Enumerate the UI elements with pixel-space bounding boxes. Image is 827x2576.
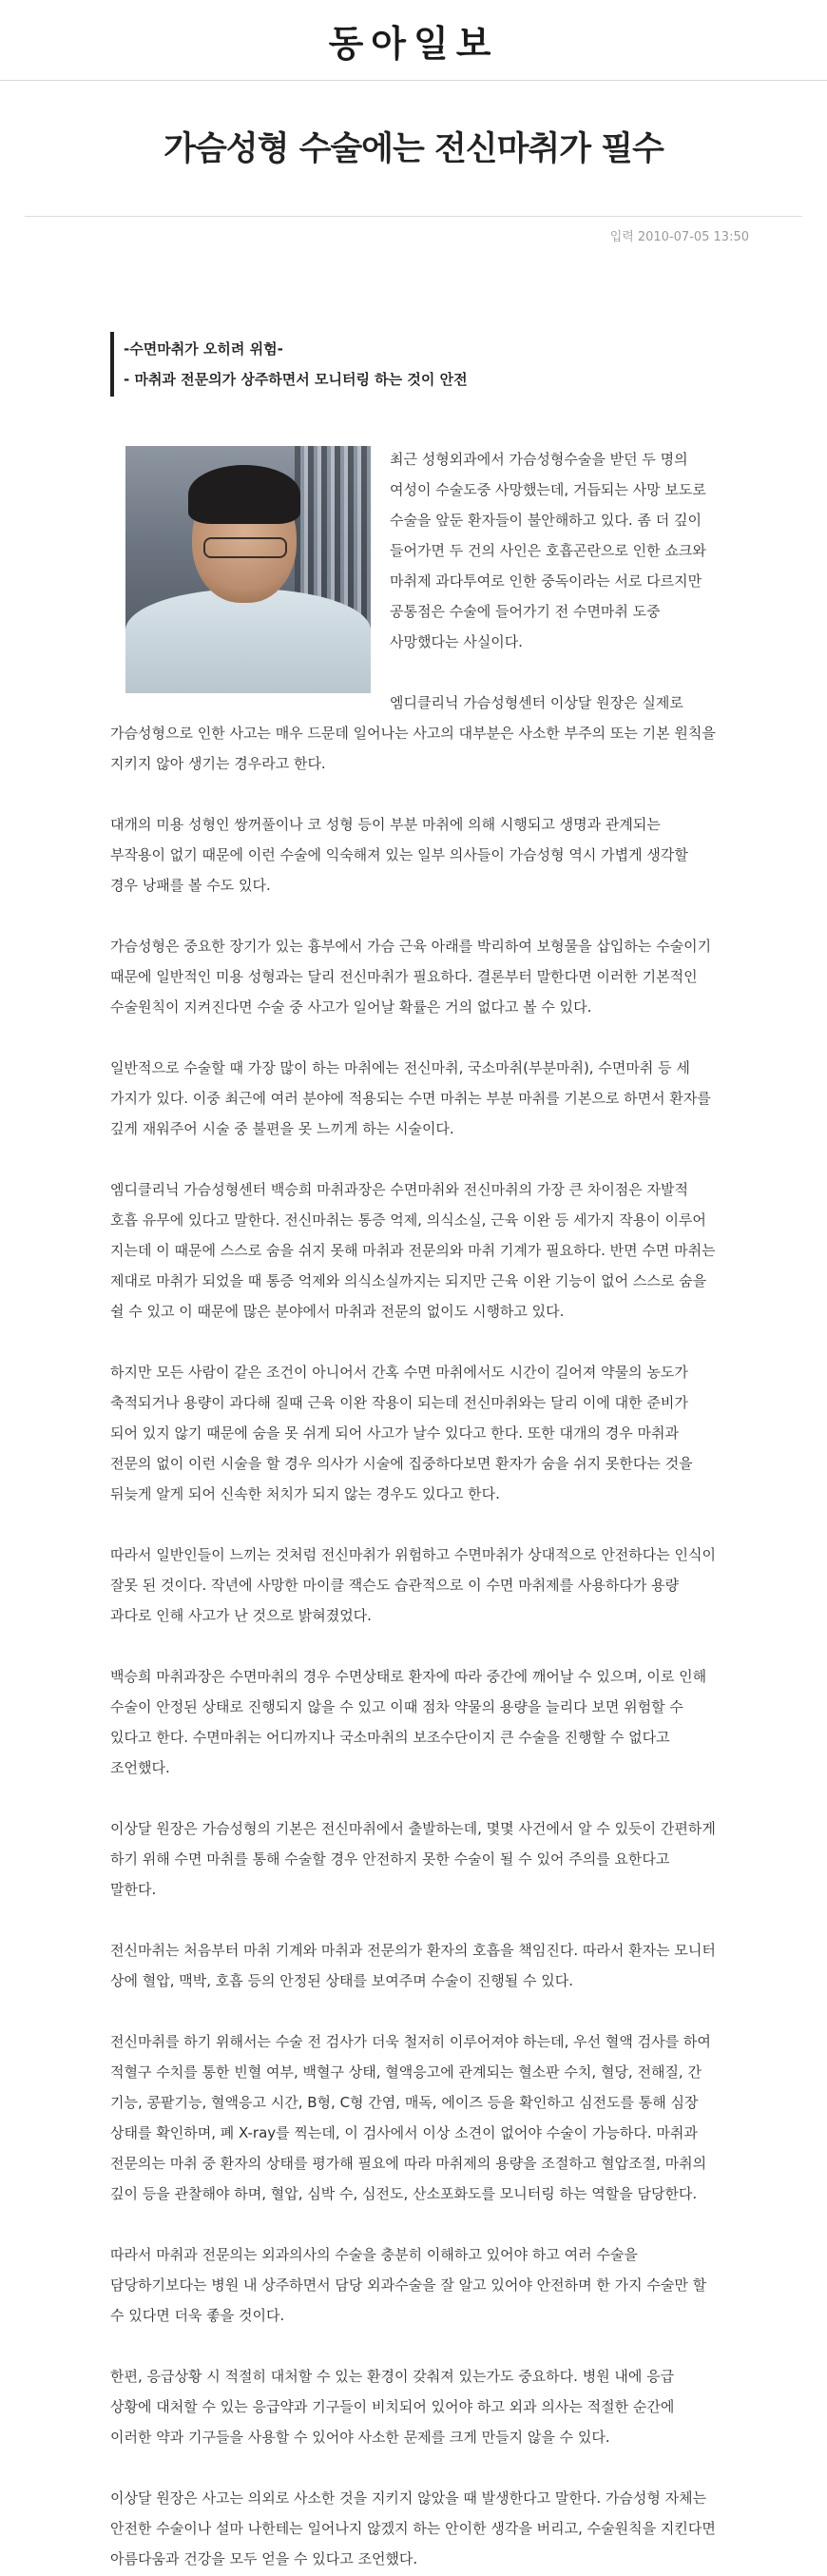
- article-paragraph: 엠디클리닉 가슴성형센터 백승희 마취과장은 수면마취와 전신마취의 가장 큰 차이점은 자발적 호흡 유무에 있다고 말한다. 전신마취는 통증 억제, 의식소실, 근육 이완 등 세가지 작용이 이루어 지는데 이 때문에 스스로 숨을 쉬지 못해 마취과 전문의와 마취 기계가 필요하다. 반면 수면 마취는 제대로 마취가 되었을 때 통증 억제와 의식소실까지는 되지만 근육 이완 기능이 없어 스스로 숨을 쉴 수 있고 이 때문에 많은 분야에서 마취과 전문의 없이도 시행하고 있다.: [110, 1181, 716, 1320]
- article-paragraph: 한편, 응급상황 시 적절히 대처할 수 있는 환경이 갖춰져 있는가도 중요하다. 병원 내에 응급 상황에 대처할 수 있는 응급약과 기구들이 비치되어 있어야 하고 외과 의사는 적절한 순간에 이러한 약과 기구들을 사용할 수 있어야 사소한 문제를 크게 만들지 않을 수 있다.: [110, 2368, 675, 2446]
- date-label: 입력: [609, 230, 634, 244]
- summary-line: - 마취과 전문의가 상주하면서 모니터링 하는 것이 안전: [124, 371, 468, 388]
- article-paragraph: 가슴성형은 중요한 장기가 있는 흉부에서 가슴 근육 아래를 박리하여 보형물을 삽입하는 수술이기 때문에 일반적인 미용 성형과는 달리 전신마취가 필요하다. 결론부터 말한다면 이러한 기본적인 수술원칙이 지켜진다면 수술 중 사고가 일어날 확률은 거의 없다고 볼 수 있다.: [110, 938, 712, 1016]
- glasses-icon: [203, 537, 287, 558]
- article-paragraph: 대개의 미용 성형인 쌍꺼풀이나 코 성형 등이 부분 마취에 의해 시행되고 생명과 관계되는 부작용이 없기 때문에 이런 수술에 익숙해져 있는 일부 의사들이 가슴성형 역시 가볍게 생각할 경우 낭패를 볼 수도 있다.: [110, 816, 688, 894]
- newspaper-logo[interactable]: 동아일보: [328, 21, 499, 65]
- masthead: [0, 0, 827, 81]
- article-paragraph: 하지만 모든 사람이 같은 조건이 아니어서 간혹 수면 마취에서도 시간이 길어져 약물의 농도가 축적되거나 용량이 과다해 질때 근육 이완 작용이 되는데 전신마취와는 달리 이에 대한 준비가 되어 있지 않기 때문에 숨을 못 쉬게 되어 사고가 날수 있다고 한다. 또한 대개의 경우 마취과 전문의 없이 이런 시술을 할 경우 의사가 시술에 집중하다보면 환자가 숨을 쉬지 못한다는 것을 뒤늦게 알게 되어 신속한 처치가 되지 않는 경우도 있다고 한다.: [110, 1364, 693, 1502]
- article-headline: 가슴성형 수술에는 전신마취가 필수: [163, 130, 664, 168]
- article-header: [0, 81, 827, 170]
- article-paragraph: 이상달 원장은 가슴성형의 기본은 전신마취에서 출발하는데, 몇몇 사건에서 알 수 있듯이 간편하게 하기 위해 수면 마취를 통해 수술할 경우 안전하지 못한 수술이 될 수 있어 주의를 요한다고 말한다.: [110, 1820, 716, 1898]
- doctor-portrait-photo: [125, 446, 371, 693]
- article-paragraph: 따라서 마취과 전문의는 외과의사의 수술을 충분히 이해하고 있어야 하고 여러 수술을 담당하기보다는 병원 내 상주하면서 담당 외과수술을 잘 알고 있어야 안전하며 한 가지 수술만 할 수 있다면 더욱 좋을 것이다.: [110, 2246, 707, 2324]
- summary-line: -수면마취가 오히려 위험-: [124, 340, 283, 358]
- surgical-gown: [125, 589, 371, 693]
- article-paragraph: 따라서 일반인들이 느끼는 것처럼 전신마취가 위험하고 수면마취가 상대적으로 안전하다는 인식이 잘못 된 것이다. 작년에 사망한 마이클 잭슨도 습관적으로 이 수면 마취제를 사용하다가 용량 과다로 인해 사고가 난 것으로 밝혀졌었다.: [110, 1546, 717, 1624]
- article-paragraph: 엠디클리닉 가슴성형센터 이상달 원장은 실제로 가슴성형으로 인한 사고는 매우 드문데 일어나는 사고의 대부분은 사소한 부주의 또는 기본 원칙을 지키지 않아 생기는 경우라고 한다.: [110, 694, 716, 772]
- article-paragraph: 백승희 마취과장은 수면마취의 경우 수면상태로 환자에 따라 중간에 깨어날 수 있으며, 이로 인해 수술이 안정된 상태로 진행되지 않을 수 있고 이때 점차 약물의 용량을 늘리다 보면 위험할 수 있다고 한다. 수면마취는 어디까지나 국소마취의 보조수단이지 큰 수술을 진행할 수 없다고 조언했다.: [110, 1668, 707, 1776]
- article-paragraph: 전신마취는 처음부터 마취 기계와 마취과 전문의가 환자의 호흡을 책임진다. 따라서 환자는 모니터 상에 혈압, 맥박, 호흡 등의 안정된 상태를 보여주며 수술이 진행될 수 있다.: [110, 1942, 716, 1989]
- article-paragraph: 최근 성형외과에서 가슴성형수술을 받던 두 명의 여성이 수술도중 사망했는데, 거듭되는 사망 보도로 수술을 앞둔 환자들이 불안해하고 있다. 좀 더 깊이 들어가면 두 건의 사인은 호흡곤란으로 인한 쇼크와 마취제 과다투여로 인한 중독이라는 서로 다르지만 공통점은 수술에 들어가기 전 수면마취 도중 사망했다는 사실이다.: [390, 451, 706, 650]
- article-paragraph: 일반적으로 수술할 때 가장 많이 하는 마취에는 전신마취, 국소마취(부분마취), 수면마취 등 세 가지가 있다. 이중 최근에 여러 분야에 적용되는 수면 마취는 부분 마취를 기본으로 하면서 환자를 깊게 재워주어 시술 중 불편을 못 느끼게 하는 시술이다.: [110, 1059, 711, 1137]
- article-body: [110, 244, 717, 2574]
- article-paragraph: 이상달 원장은 사고는 의외로 사소한 것을 지키지 않았을 때 발생한다고 말한다. 가슴성형 자체는 안전한 수술이나 설마 나한테는 일어나지 않겠지 하는 안이한 생각을 버리고, 수술원칙을 지킨다면 아름다움과 건강을 모두 얻을 수 있다고 조언했다.: [110, 2489, 716, 2567]
- date-value: 2010-07-05 13:50: [637, 230, 749, 244]
- article-dateline: [0, 217, 827, 244]
- article-paragraph: 전신마취를 하기 위해서는 수술 전 검사가 더욱 철저히 이루어져야 하는데, 우선 혈액 검사를 하여 적혈구 수치를 통한 빈혈 여부, 백혈구 상태, 혈액응고에 관계되는 혈소판 수치, 혈당, 전해질, 간 기능, 콩팥기능, 혈액응고 시간, B형, C형 간염, 매독, 에이즈 등을 확인하고 심전도를 통해 심장 상태를 확인하며, 폐 X-ray를 찍는데, 이 검사에서 이상 소견이 없어야 수술이 가능하다. 마취과 전문의는 마취 중 환자의 상태를 평가해 필요에 따라 마취제의 용량을 조절하고 혈압조절, 마취의 깊이 등을 관찰해야 하며, 혈압, 심박 수, 심전도, 산소포화도를 모니터링 하는 역할을 담당한다.: [110, 2033, 711, 2202]
- article-summary: [110, 332, 717, 397]
